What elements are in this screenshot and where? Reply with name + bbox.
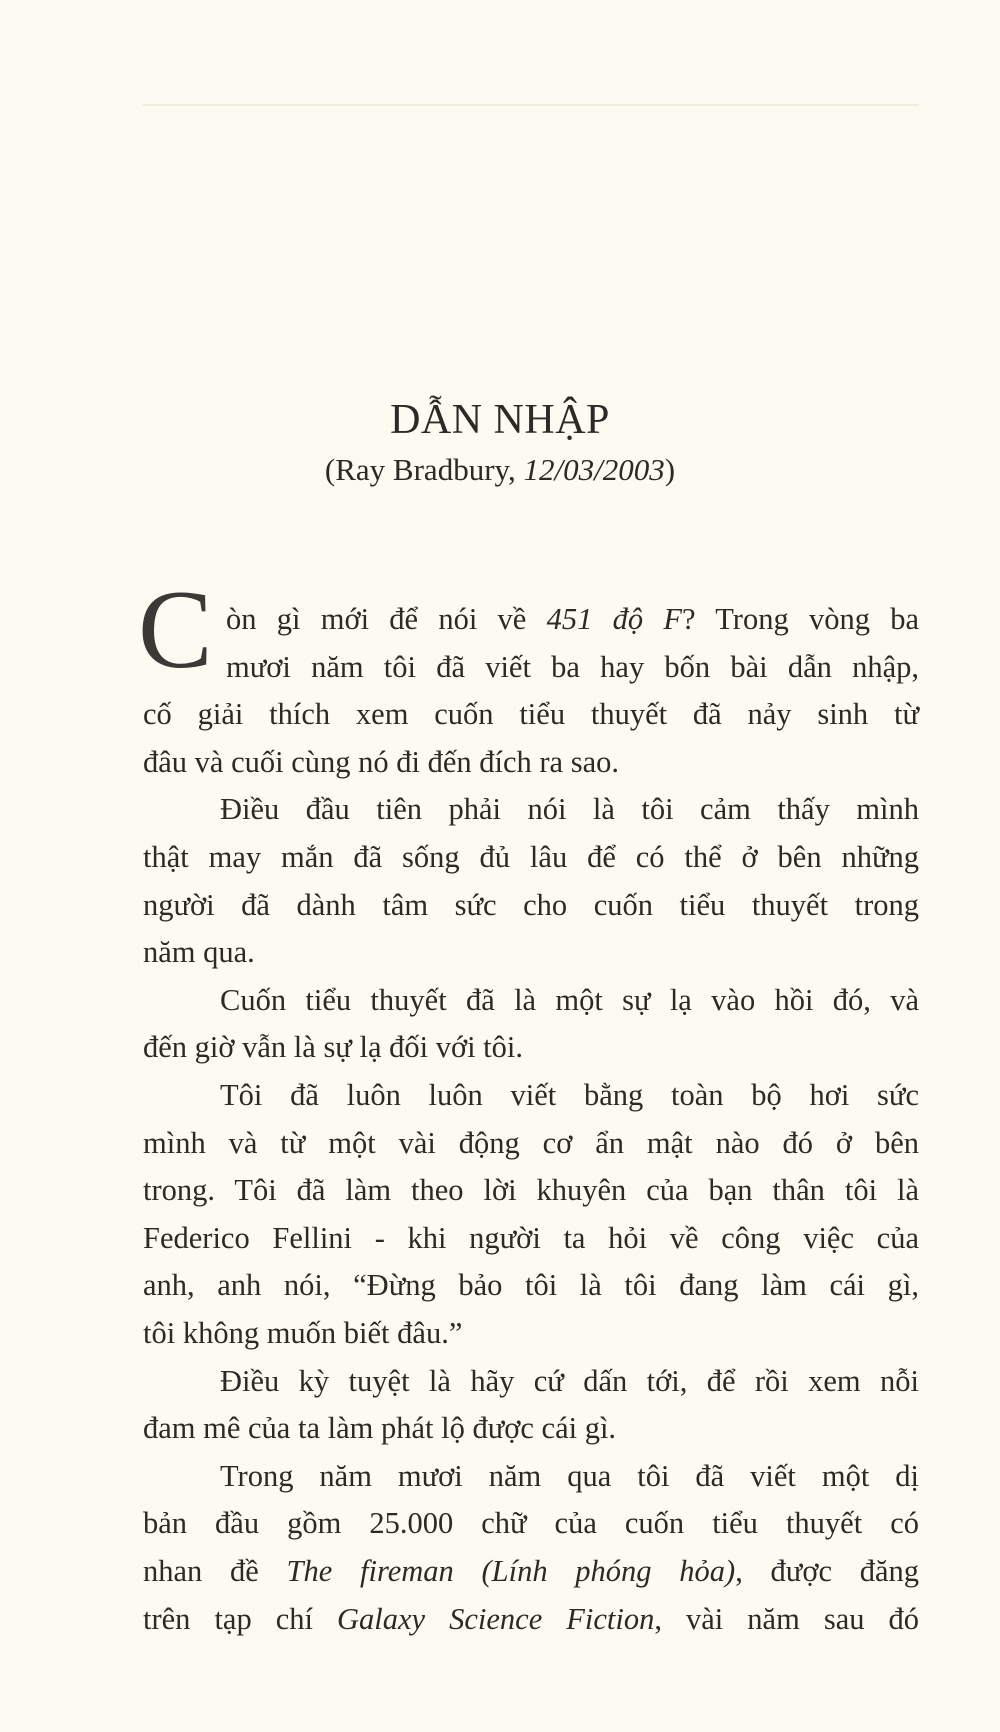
italic-title: Galaxy Science Fiction xyxy=(337,1601,655,1636)
text-segment: đến giờ vẫn là sự lạ đối với tôi. xyxy=(143,1030,523,1065)
text-line xyxy=(220,1452,919,1500)
italic-title: The fireman (Lính phóng hỏa) xyxy=(286,1554,736,1588)
text-segment: đam mê của ta làm phát lộ được cái gì. xyxy=(143,1411,617,1446)
text-line xyxy=(143,1309,919,1357)
text-line xyxy=(143,1214,919,1262)
text-line xyxy=(143,881,919,929)
text-segment: òn gì mới để nói về xyxy=(226,602,547,636)
text-line xyxy=(143,1166,919,1214)
text-segment: Trong năm mươi năm qua tôi đã viết một dị xyxy=(220,1458,919,1493)
text-segment: Federico Fellini - khi người ta hỏi về công việc của xyxy=(143,1220,919,1255)
text-line xyxy=(220,1071,919,1119)
text-segment: ? Trong vòng ba xyxy=(682,602,919,636)
text-segment: trong. Tôi đã làm theo lời khuyên của bạn thân tôi là xyxy=(143,1173,919,1208)
text-segment: Tôi đã luôn luôn viết bằng toàn bộ hơi sức xyxy=(220,1078,919,1112)
subtitle-close: ) xyxy=(664,452,676,487)
text-segment: Điều kỳ tuyệt là hãy cứ dấn tới, để rồi xem nỗi xyxy=(220,1363,919,1398)
text-line xyxy=(143,928,919,976)
text-segment: đâu và cuối cùng nó đi đến đích ra sao. xyxy=(143,744,619,779)
text-line xyxy=(143,1547,919,1595)
drop-cap: C xyxy=(138,568,213,692)
text-line xyxy=(143,833,919,881)
text-segment: , vài năm sau đó xyxy=(654,1601,919,1636)
text-segment: mươi năm tôi đã viết ba hay bốn bài dẫn nhập, xyxy=(226,649,919,684)
bleed-through-line xyxy=(143,104,919,106)
text-segment: mình và từ một vài động cơ ẩn mật nào đó ở bên xyxy=(143,1125,919,1160)
subtitle-date: 12/03/2003 xyxy=(523,452,665,487)
italic-title: 451 độ F xyxy=(546,602,682,636)
text-segment: tôi không muốn biết đâu.” xyxy=(143,1316,463,1350)
text-line xyxy=(143,1119,919,1167)
text-segment: năm qua. xyxy=(143,935,255,970)
text-segment: Cuốn tiểu thuyết đã là một sự lạ vào hồi đó, và xyxy=(220,982,919,1017)
chapter-title: DẪN NHẬP xyxy=(390,397,610,443)
text-line xyxy=(143,738,919,786)
text-segment: cố giải thích xem cuốn tiểu thuyết đã nảy sinh từ xyxy=(143,697,919,732)
text-segment: anh, anh nói, “Đừng bảo tôi là tôi đang làm cái gì, xyxy=(143,1268,919,1303)
text-segment: Điều đầu tiên phải nói là tôi cảm thấy mình xyxy=(220,792,919,827)
text-segment: , được đăng xyxy=(735,1554,919,1588)
text-line xyxy=(143,1595,919,1643)
text-line xyxy=(220,785,919,833)
text-line xyxy=(226,643,919,691)
chapter-subtitle xyxy=(0,452,1000,488)
text-segment: trên tạp chí xyxy=(143,1601,338,1636)
text-line xyxy=(143,690,919,738)
text-line xyxy=(220,976,919,1024)
text-line xyxy=(143,1404,919,1452)
text-line xyxy=(143,1023,919,1071)
text-segment: bản đầu gồm 25.000 chữ của cuốn tiểu thuyết có xyxy=(143,1506,919,1541)
text-line xyxy=(220,1357,919,1405)
subtitle-author: (Ray Bradbury, xyxy=(324,452,524,487)
text-line xyxy=(143,1499,919,1547)
text-line xyxy=(143,1261,919,1309)
text-segment: nhan đề xyxy=(143,1554,287,1588)
text-segment: thật may mắn đã sống đủ lâu để có thể ở bên những xyxy=(143,840,919,874)
text-segment: người đã dành tâm sức cho cuốn tiểu thuyết trong xyxy=(143,887,919,922)
text-line xyxy=(226,595,919,643)
